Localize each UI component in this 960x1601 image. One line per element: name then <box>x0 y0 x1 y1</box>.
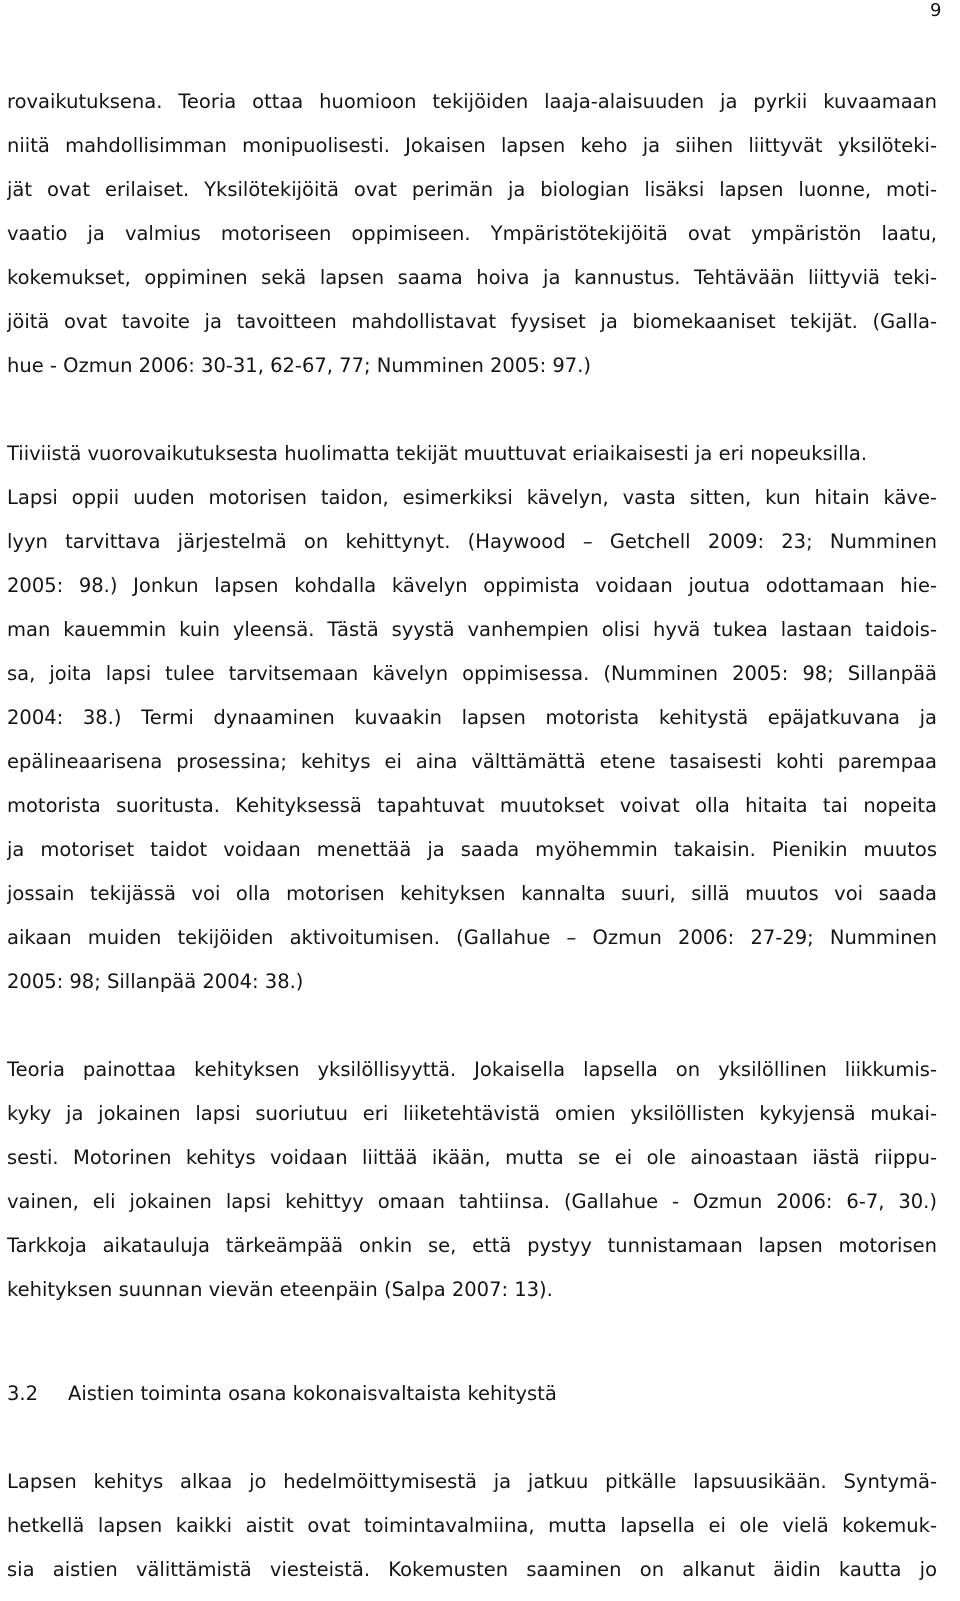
section-number: 3.2 <box>7 1382 39 1405</box>
text-line: lyyn tarvittava järjestelmä on kehittynyt. (Haywood – Getchell 2009: 23; Numminen <box>7 530 937 553</box>
text-line: jossain tekijässä voi olla motorisen kehityksen kannalta suuri, sillä muutos voi saada <box>7 882 937 905</box>
page-number: 9 <box>930 0 942 21</box>
text-line: man kauemmin kuin yleensä. Tästä syystä vanhempien olisi hyvä tukea lastaan taidois- <box>7 618 937 641</box>
text-line: jät ovat erilaiset. Yksilötekijöitä ovat perimän ja biologian lisäksi lapsen luonne, moti- <box>7 178 937 201</box>
text-line: 2005: 98.) Jonkun lapsen kohdalla kävelyn oppimista voidaan joutua odottamaan hie- <box>7 574 937 597</box>
text-line: sia aistien välittämistä viesteistä. Kokemusten saaminen on alkanut äidin kautta jo <box>7 1558 937 1581</box>
text-line: vaatio ja valmius motoriseen oppimiseen. Ympäristötekijöitä ovat ympäristön laatu, <box>7 222 937 245</box>
text-line: Lapsi oppii uuden motorisen taidon, esimerkiksi kävelyn, vasta sitten, kun hitain käve- <box>7 486 937 509</box>
text-line: niitä mahdollisimman monipuolisesti. Jokaisen lapsen keho ja siihen liittyvät yksilöteki- <box>7 134 937 157</box>
text-line: hetkellä lapsen kaikki aistit ovat toimintavalmiina, mutta lapsella ei ole vielä kokemuk- <box>7 1514 937 1537</box>
text-line: kehityksen suunnan vievän eteenpäin (Salpa 2007: 13). <box>7 1278 553 1301</box>
text-line: hue - Ozmun 2006: 30-31, 62-67, 77; Numminen 2005: 97.) <box>7 354 592 377</box>
text-line: kokemukset, oppiminen sekä lapsen saama hoiva ja kannustus. Tehtävään liittyviä teki- <box>7 266 937 289</box>
text-line: Tarkkoja aikatauluja tärkeämpää onkin se, että pystyy tunnistamaan lapsen motorisen <box>7 1234 937 1257</box>
text-line: jöitä ovat tavoite ja tavoitteen mahdollistavat fyysiset ja biomekaaniset tekijät. (Galla- <box>7 310 937 333</box>
section-title: Aistien toiminta osana kokonaisvaltaista kehitystä <box>68 1382 557 1405</box>
text-line: 2004: 38.) Termi dynaaminen kuvaakin lapsen motorista kehitystä epäjatkuvana ja <box>7 706 937 729</box>
text-line: Teoria painottaa kehityksen yksilöllisyyttä. Jokaisella lapsella on yksilöllinen liikkumis- <box>7 1058 937 1081</box>
text-line: sesti. Motorinen kehitys voidaan liittää ikään, mutta se ei ole ainoastaan iästä riippu- <box>7 1146 937 1169</box>
text-line: epälineaarisena prosessina; kehitys ei aina välttämättä etene tasaisesti kohti parempaa <box>7 750 937 773</box>
text-line: sa, joita lapsi tulee tarvitsemaan kävelyn oppimisessa. (Numminen 2005: 98; Sillanpää <box>7 662 937 685</box>
text-line: kyky ja jokainen lapsi suoriutuu eri liiketehtävistä omien yksilöllisten kykyjensä mukai- <box>7 1102 937 1125</box>
text-line: ja motoriset taidot voidaan menettää ja saada myöhemmin takaisin. Pienikin muutos <box>7 838 937 861</box>
text-line: motorista suoritusta. Kehityksessä tapahtuvat muutokset voivat olla hitaita tai nopeita <box>7 794 937 817</box>
text-line: aikaan muiden tekijöiden aktivoitumisen. (Gallahue – Ozmun 2006: 27-29; Numminen <box>7 926 937 949</box>
text-line: 2005: 98; Sillanpää 2004: 38.) <box>7 970 304 993</box>
text-line: Lapsen kehitys alkaa jo hedelmöittymisestä ja jatkuu pitkälle lapsuusikään. Syntymä- <box>7 1470 937 1493</box>
text-line: Tiiviistä vuorovaikutuksesta huolimatta tekijät muuttuvat eriaikaisesti ja eri nopeuksilla. <box>7 442 868 465</box>
text-line: vainen, eli jokainen lapsi kehittyy omaan tahtiinsa. (Gallahue - Ozmun 2006: 6-7, 30.) <box>7 1190 937 1213</box>
text-line: rovaikutuksena. Teoria ottaa huomioon tekijöiden laaja-alaisuuden ja pyrkii kuvaamaan <box>7 90 937 113</box>
